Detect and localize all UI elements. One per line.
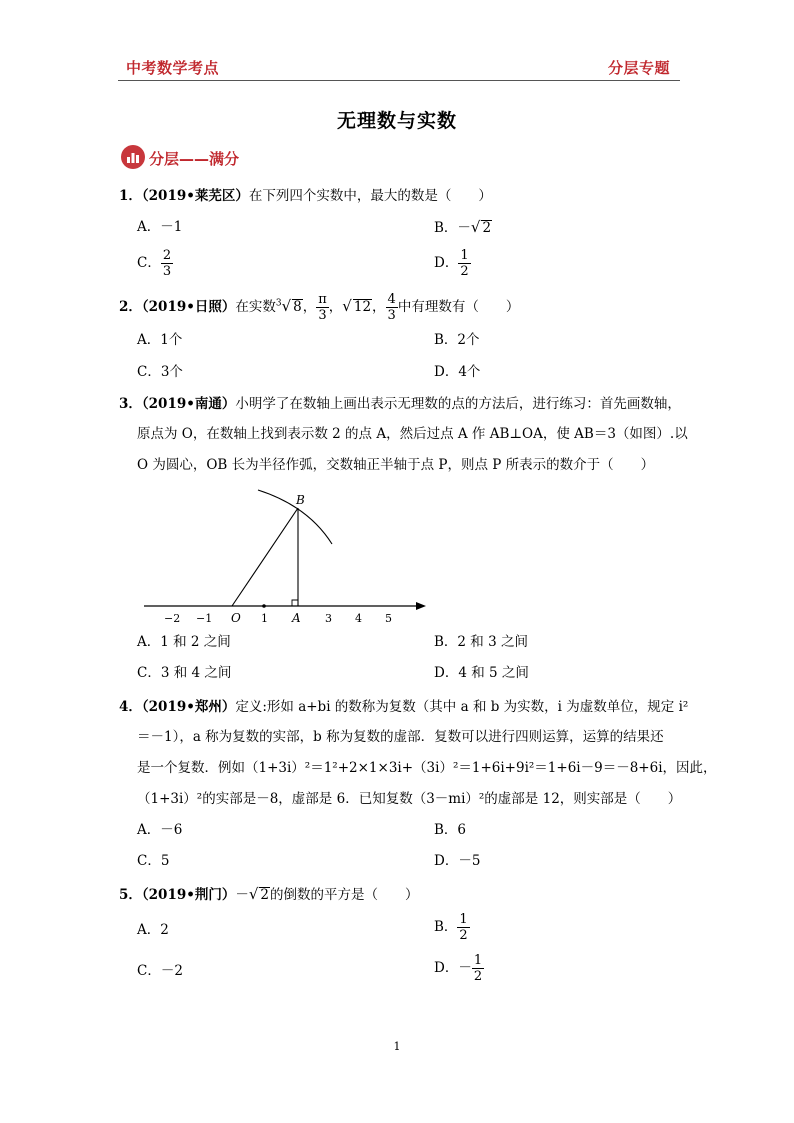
question-3 xyxy=(119,394,681,414)
denominator: 2 xyxy=(459,928,468,943)
header-rule xyxy=(118,80,680,81)
question-text: 的倒数的平方是（ ） xyxy=(270,887,419,903)
right-angle-mark xyxy=(292,600,298,606)
q4-option-a: A．－6 xyxy=(137,822,183,838)
question-text: 定义:形如 a+bi 的数称为复数（其中 a 和 b 为实数，i 为虚数单位，规定 i² xyxy=(235,699,689,715)
question-number: 4． xyxy=(119,699,142,715)
label-b: B xyxy=(296,493,305,507)
radicand: 2 xyxy=(260,887,270,903)
question-4-line-4: （1+3i）²的实部是－8，虚部是 6．已知复数（3－mi）²的虚部是 12，则实部是（ ） xyxy=(137,791,682,807)
option-prefix: B．－ xyxy=(434,220,471,236)
option-prefix: C． xyxy=(137,255,161,271)
numerator: π xyxy=(318,292,327,307)
question-1 xyxy=(119,186,492,206)
label-o: O xyxy=(231,611,241,625)
axis-arrow-icon xyxy=(416,602,426,610)
q2-option-c: C．3个 xyxy=(137,364,183,380)
numerator: 1 xyxy=(473,953,483,968)
q1-option-d xyxy=(434,248,471,279)
root-index: 3 xyxy=(275,298,282,309)
q2-option-b: B．2个 xyxy=(434,332,480,348)
tick-label: 4 xyxy=(355,612,362,625)
fraction xyxy=(472,953,484,984)
question-source: （2019•日照） xyxy=(141,299,236,315)
fraction xyxy=(161,248,173,279)
question-3-line-3: O 为圆心，OB 长为半径作弧，交数轴正半轴于点 P，则点 P 所表示的数介于（ ） xyxy=(137,457,655,473)
fraction xyxy=(386,292,398,323)
sqrt-icon: √ xyxy=(248,885,259,903)
q5-option-c: C．－2 xyxy=(137,963,183,979)
separator: ， xyxy=(328,299,343,315)
q3-option-b: B．2 和 3 之间 xyxy=(434,634,528,650)
q1-option-c xyxy=(137,248,173,279)
question-number: 5． xyxy=(119,887,142,903)
tick-label: −1 xyxy=(196,612,213,625)
question-source: （2019•莱芜区） xyxy=(141,188,249,204)
question-3-line-2: 原点为 O，在数轴上找到表示数 2 的点 A，然后过点 A 作 AB⊥OA，使 AB＝3（如图）.以 xyxy=(137,426,688,442)
fraction xyxy=(457,912,469,943)
radicand: 2 xyxy=(482,220,492,236)
page-number: 1 xyxy=(393,1040,401,1053)
question-4-line-3: 是一个复数．例如（1+3i）²＝1²+2×1×3i+（3i）²＝1+6i+9i²＝1+6i－9＝－8+6i，因此， xyxy=(137,760,717,776)
q4-option-c: C．5 xyxy=(137,853,170,869)
question-number: 1． xyxy=(119,188,142,204)
option-prefix: D． xyxy=(434,255,459,271)
question-source: （2019•南通） xyxy=(141,396,236,412)
q4-option-b: B．6 xyxy=(434,822,467,838)
separator: ， xyxy=(302,299,317,315)
question-5 xyxy=(119,884,419,905)
number-line-figure xyxy=(130,480,440,630)
q5-option-b xyxy=(434,912,470,943)
denominator: 2 xyxy=(460,264,469,279)
label-a: A xyxy=(292,611,301,625)
separator: ， xyxy=(372,299,386,315)
question-2 xyxy=(119,292,519,323)
q5-option-a: A．2 xyxy=(137,922,169,938)
question-number: 3． xyxy=(119,396,142,412)
question-number: 2． xyxy=(119,299,142,315)
tick-label: 1 xyxy=(261,612,268,625)
question-source: （2019•郑州） xyxy=(141,699,236,715)
denominator: 3 xyxy=(318,308,327,323)
numerator: 1 xyxy=(460,248,469,263)
tick-label: 3 xyxy=(325,612,332,625)
q3-option-a: A．1 和 2 之间 xyxy=(137,634,231,650)
question-text: － xyxy=(235,887,249,903)
fraction xyxy=(458,248,470,279)
q3-option-c: C．3 和 4 之间 xyxy=(137,665,232,681)
radicand: 8 xyxy=(293,299,302,315)
header-left-title: 中考数学考点 xyxy=(126,59,220,77)
denominator: 3 xyxy=(162,264,172,279)
fraction xyxy=(316,292,329,323)
numerator: 1 xyxy=(459,912,468,927)
question-4-line-2: ＝－1），a 称为复数的实部，b 称为复数的虚部．复数可以进行四则运算，运算的结果还 xyxy=(137,729,664,745)
segment-ob xyxy=(232,508,298,606)
page-title: 无理数与实数 xyxy=(336,110,457,132)
q4-option-d: D．－5 xyxy=(434,853,481,869)
question-source: （2019•荆门） xyxy=(141,887,236,903)
header-right-title: 分层专题 xyxy=(607,59,670,77)
section-label: 分层——满分 xyxy=(149,150,240,168)
denominator: 2 xyxy=(473,969,483,984)
option-prefix: B． xyxy=(434,919,458,935)
question-4 xyxy=(119,697,688,717)
q1-option-b xyxy=(434,217,492,238)
question-text: 小明学了在数轴上画出表示无理数的点的方法后，进行练习：首先画数轴， xyxy=(235,396,681,412)
numerator: 2 xyxy=(162,248,172,263)
q2-option-a: A．1个 xyxy=(137,332,183,348)
question-text: 中有理数有（ ） xyxy=(397,299,520,315)
arc xyxy=(258,490,332,544)
sqrt-icon: √ xyxy=(470,218,481,236)
denominator: 3 xyxy=(387,308,396,323)
tick-label: 5 xyxy=(385,612,392,625)
question-text: 在下列四个实数中，最大的数是（ ） xyxy=(248,188,492,204)
tick-mark xyxy=(262,604,266,608)
q5-option-d xyxy=(434,953,484,984)
q1-option-a: A．－1 xyxy=(137,219,183,235)
bar-chart-icon xyxy=(121,145,145,169)
tick-label: −2 xyxy=(164,612,181,625)
q2-option-d: D．4个 xyxy=(434,364,481,380)
sqrt-icon: √ xyxy=(281,297,292,315)
sqrt-icon: √ xyxy=(342,297,352,315)
option-prefix: D．－ xyxy=(434,960,472,976)
question-text: 在实数 xyxy=(235,299,276,315)
q3-option-d: D．4 和 5 之间 xyxy=(434,665,529,681)
numerator: 4 xyxy=(387,292,396,307)
radicand: 12 xyxy=(353,299,372,315)
